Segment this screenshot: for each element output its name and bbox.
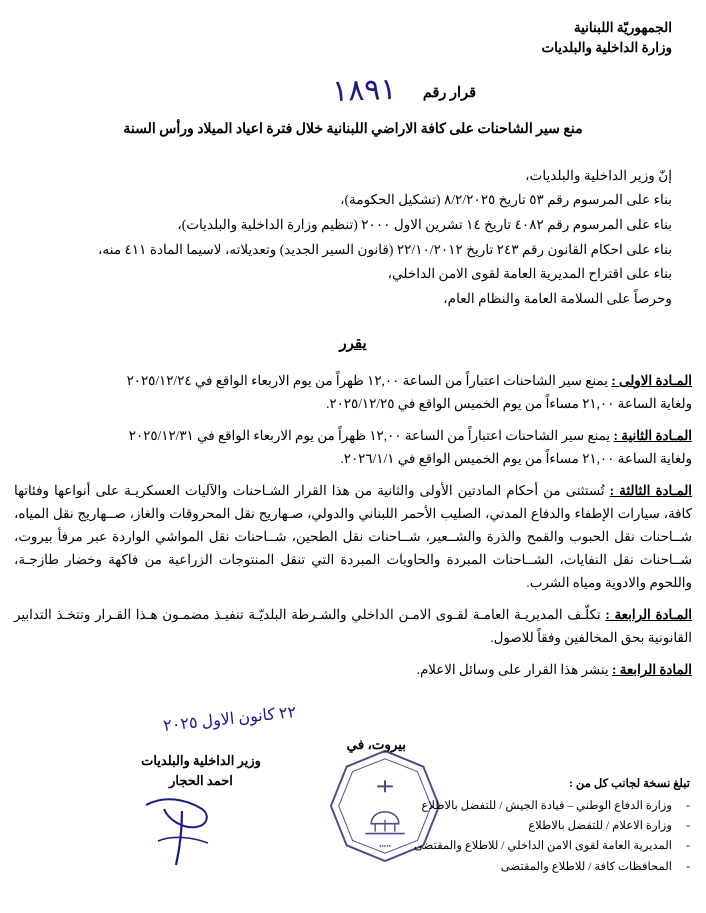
bullet-dash: - [686, 798, 690, 812]
distribution-items [360, 796, 690, 877]
decision-label: قرار رقم [422, 84, 476, 101]
distribution-item-2: وزارة الاعلام / للتفضل بالاطلاع [528, 819, 672, 833]
preamble-line-6: وحرصاً على السلامة العامة والنظام العام، [443, 291, 672, 307]
article-2-body: يمنع سير الشاحنات اعتباراً من الساعة ١٢,٠٠ ظهراً من يوم الاربعاء الواقع في ٢٠٢٥/١٢/٣١ [128, 428, 611, 443]
decides-heading: يقرر [339, 335, 367, 352]
distribution-item-3: المديرية العامة لقوى الامن الداخلي / للاطلاع والمقتضى [413, 839, 672, 853]
distribution-title: تبلغ نسخة لجانب كل من : [569, 776, 690, 790]
preamble-line-1: إنّ وزير الداخلية والبلديات، [525, 167, 672, 183]
svg-text:•••••: ••••• [378, 843, 392, 851]
bullet-dash: - [686, 839, 690, 853]
article-4 [14, 603, 692, 649]
bullet-dash: - [686, 819, 690, 833]
distribution-list [360, 774, 690, 877]
ministry-line: وزارة الداخلية والبلديات [541, 40, 672, 56]
article-2 [14, 424, 692, 470]
article-1 [14, 369, 692, 415]
preamble-line-3: بناء على المرسوم رقم ٤٠٨٢ تاريخ ١٤ تشرين الاول ٢٠٠٠ (تنظيم وزارة الداخلية والبلديات)، [177, 216, 672, 232]
article-2-body2: ولغاية الساعة ٢١,٠٠ مساءاً من يوم الخميس الواقع في ٢٠٢٦/١/١. [340, 451, 692, 467]
document-header [0, 0, 706, 59]
signature-icon [138, 791, 228, 869]
distribution-item-4: المحافظات كافة / للاطلاع والمقتضى [500, 859, 672, 873]
minister-block [106, 751, 296, 790]
list-item [360, 816, 690, 836]
minister-name: احمد الحجار [169, 772, 233, 788]
article-1-body: يمنع سير الشاحنات اعتباراً من الساعة ١٢,٠٠ ظهراً من يوم الاربعاء الواقع في ٢٠٢٥/١٢/٢٤ [126, 372, 608, 388]
list-item [360, 836, 690, 856]
article-4-body: تكلّـف المديريـة العامـة لقـوى الامـن الداخلي والشـرطة البلديّـة تنفيـذ مضمـون هـذا القـرار وتتخـذ التدابير القانونية بحق المخالفين وفقاً للاصول. [14, 607, 692, 646]
article-3-title: المـادة الثالثة : [609, 483, 693, 499]
articles-section [0, 369, 706, 682]
article-3-body: تُستثنى من أحكام المادتين الأولى والثانية من هذا القرار الشـاحنات والآليات العسكريـة على أنواعها وفئاتها كافة، سيارات الإطفاء والدفاع المدني، الصليب الأحمر اللبناني والدولي، صـهاريج نقل المحروقات والغاز، صــهاريج نقل المياه، شــاحنات نقل الحبوب والقمح والذرة والشــعير، شــاحنات نقل الطحين، شــاحنات نقل المواشي الواردة عبر مرفأ بيروت، شــاحنات نقل النفايات، الشــاحنات المبردة والحاويات المبردة التي تنقل المنتوجات الزراعية من فاكهة وخضار طازجـة، واللحوم والادوية ومياه الشرب. [14, 483, 692, 591]
list-item [360, 796, 690, 816]
handwritten-date: ٢٢ كانون الاول ٢٠٢٥ [162, 704, 297, 736]
article-1-title: المـادة الاولى : [611, 372, 692, 388]
minister-title: وزير الداخلية والبلديات [141, 753, 261, 769]
bullet-dash: - [686, 859, 690, 873]
article-4-title: المـادة الرابعة : [605, 607, 692, 623]
list-item [360, 857, 690, 877]
republic-line: الجمهوريّة اللبنانية [573, 20, 672, 35]
article-5-body: ينشر هذا القرار على وسائل الاعلام. [416, 662, 609, 678]
article-3 [14, 479, 692, 594]
article-1-body2: ولغاية الساعة ٢١,٠٠ مساءاً من يوم الخميس الواقع في ٢٠٢٥/١٢/٢٥. [326, 395, 692, 411]
decision-number: ١٨٩١ [330, 72, 397, 108]
preamble-line-2: بناء على المرسوم رقم ٥٣ تاريخ ٨/٢/٢٠٢٥ (تشكيل الحكومة)، [340, 192, 672, 208]
article-2-title: المـادة الثانية : [613, 428, 692, 443]
article-5 [14, 658, 692, 681]
article-5-title: المادة الرابعة : [611, 662, 692, 678]
place-date-label: بيروت، في [346, 737, 406, 753]
preamble [0, 164, 706, 312]
distribution-item-1: وزارة الدفاع الوطني – قيادة الجيش / للتفضل بالاطلاع [421, 798, 672, 812]
decision-subject: منع سير الشاحنات على كافة الاراضي اللبنانية خلال فترة اعياد الميلاد ورأس السنة [123, 121, 583, 137]
decision-number-row [0, 72, 706, 115]
preamble-line-5: بناء على اقتراح المديرية العامة لقوى الامن الداخلي، [387, 266, 672, 282]
preamble-line-4: بناء على احكام القانون رقم ٢٤٣ تاريخ ٢٢/١٠/٢٠١٢ (قانون السير الجديد) وتعديلاته، لاسيما المادة ٤١١ منه، [98, 241, 672, 257]
